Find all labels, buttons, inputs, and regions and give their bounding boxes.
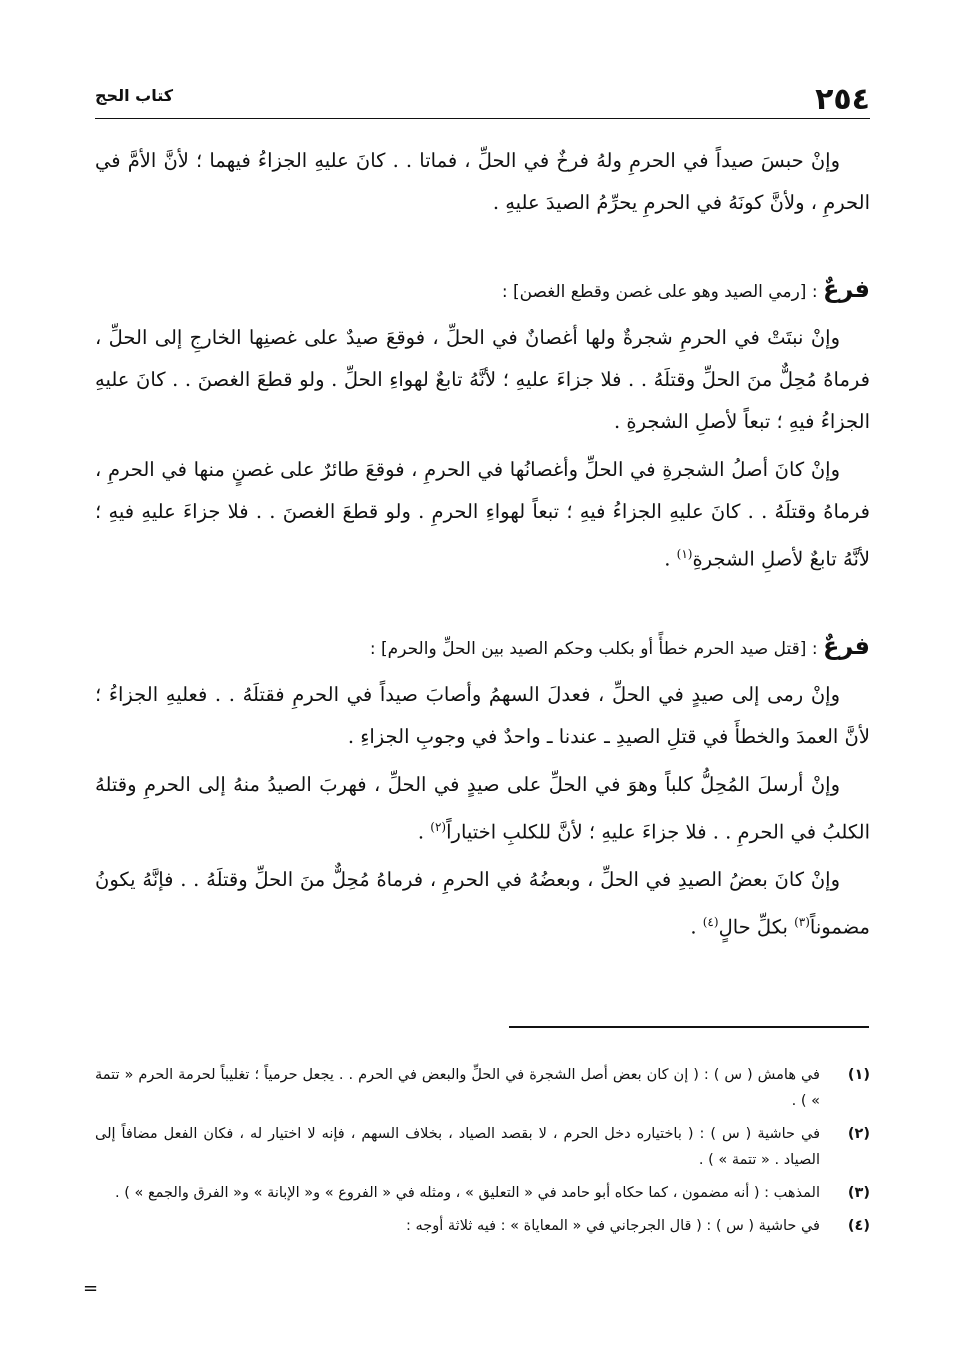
footnote [95,1062,870,1114]
footnote-number: (١) [847,1067,870,1083]
section-title: : [رمي الصيد وهو على غصن وقطع الغصن] : [501,282,823,302]
paragraph: وإنْ رمى إلى صيدٍ في الحلِّ ، فعدلَ السهمُ وأصابَ صيداً في الحرمِ فقتلَهُ . . فعليهِ الجزاءُ ؛ لأنَّ العمدَ والخطأَ في قتلِ الصيدِ ـ عندنا ـ واحدٌ في وجوبِ الجزاءِ . [95,682,870,748]
page-header [95,82,870,119]
footnote-ref[interactable]: (٢) [430,819,447,834]
main-text [95,140,870,955]
page-number: ٢٥٤ [815,82,870,117]
footnote-number: (٣) [847,1185,870,1201]
section-title: : [قتل صيد الحرم خطأً أو بكلب وحكم الصيد بين الحلِّ والحرم] : [369,638,823,659]
footnote-text: في حاشية ( س ) : ( قال الجرجاني في « المعاياة » : فيه ثلاثة أوجه : [406,1218,820,1234]
footnote-text: في هامش ( س ) : ( إن كان بعض أصل الشجرة في الحلِّ والبعض في الحرم . . يجعل حرمياً ؛ تغليباً لحرمة الحرم « تتمة » ) . [95,1067,820,1109]
paragraph: وإنْ نبتَتْ في الحرمِ شجرةٌ ولها أغصانٌ في الحلِّ ، فوقعَ صيدٌ على غصنِها الخارجِ إلى الحلِّ ، فرماهُ مُحِلٌّ منَ الحلِّ وقتلَهُ . . فلا جزاءَ عليهِ ؛ لأنَّهُ تابعٌ لهواءِ الحلِّ . ولو قطعَ الغصنَ . . كانَ عليهِ الجزاءُ فيهِ ؛ تبعاً لأصلِ الشجرةِ . [95,326,870,433]
paragraph: وإنْ كانَ بعضُ الصيدِ في الحلِّ ، وبعضُهُ في الحرمِ ، فرماهُ مُحِلٌّ منَ الحلِّ وقتلَهُ . . فإنَّهُ يكونُ مضموناً$^{(٣)}$ بكلِّ حالٍ$^{(٤)}$ . [95,868,870,939]
footnote [95,1213,870,1239]
footnote [95,1180,870,1206]
paragraph: وإنْ كانَ أصلُ الشجرةِ في الحلِّ وأغصانُها في الحرمِ ، فوقعَ طائرٌ على غصنٍ منها في الحرمِ ، فرماهُ وقتلَهُ . . كانَ عليهِ الجزاءُ فيهِ ؛ تبعاً لهواءِ الحرمِ . ولو قطعَ الغصنَ . . فلا جزاءَ عليهِ فيهِ ؛ لأنَّهُ تابعٌ لأصلِ الشجرةِ$^{(١)}$ . [95,458,870,571]
continuation-mark: = [83,1278,99,1299]
footnotes [95,1062,870,1246]
section-heading [95,268,870,313]
footnote-text: المذهب : ( أنه مضمون ، كما حكاه أبو حامد في « التعليق » ، ومثله في « الفروع » و« الإبانة » و« الفرق والجمع » ) . [114,1185,820,1201]
section-label: فرعٌ [822,631,870,660]
paragraph: وإنْ حبسَ صيداً في الحرمِ ولهُ فرخٌ في الحلِّ ، فماتا . . كانَ عليهِ الجزاءُ فيهما ؛ لأنَّ الأمَّ في الحرمِ ، ولأنَّ كونَهُ في الحرمِ يحرِّمُ الصيدَ عليهِ . [95,149,870,214]
footnote-ref[interactable]: (٣) [794,915,810,929]
footnote-separator [509,1026,869,1028]
section-heading [95,625,870,670]
footnote-ref[interactable]: (٤) [702,915,719,929]
footnote-number: (٢) [847,1126,870,1142]
footnote-ref[interactable]: (١) [676,547,693,561]
footnote-text: في حاشية ( س ) : ( باختياره دخل الحرم ، لا بقصد الصياد ، بخلاف السهم ، فإنه لا اختيار له ، فكان الفعل مضافاً إلى الصياد . « تتمة » ) . [95,1126,820,1168]
footnote-number: (٤) [847,1218,870,1234]
footnote [95,1121,870,1173]
paragraph: وإنْ أرسلَ المُحِلُّ كلباً وهوَ في الحلِّ على صيدٍ في الحلِّ ، فهربَ الصيدُ منهُ إلى الحرمِ وقتلهُ الكلبُ في الحرمِ . . فلا جزاءَ عليهِ ؛ لأنَّ للكلبِ اختياراً$^{(٢)}$ . [95,772,870,843]
section-label: فرعٌ [822,275,870,303]
running-title: كتاب الحج [95,86,174,105]
